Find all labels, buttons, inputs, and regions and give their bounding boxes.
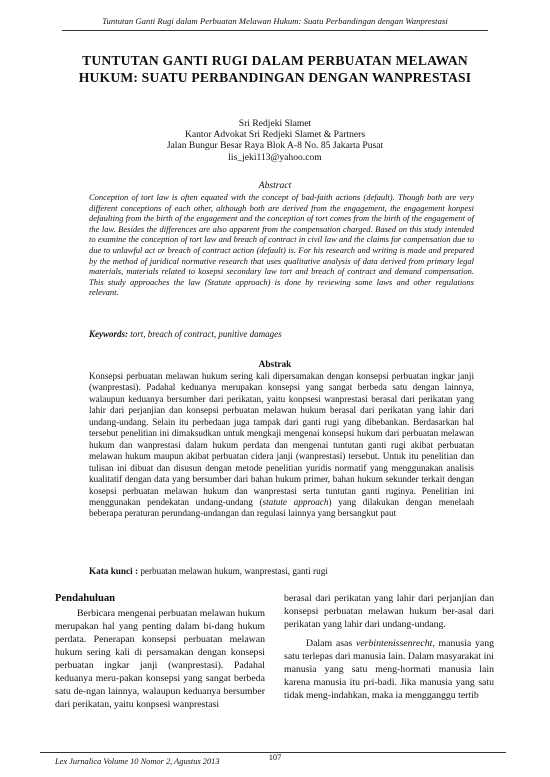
kata-kunci-label: Kata kunci : xyxy=(89,566,139,576)
abstrak-indonesian xyxy=(89,371,474,520)
title-line-1: TUNTUTAN GANTI RUGI DALAM PERBUATAN MELAWAN xyxy=(82,53,468,68)
author-block xyxy=(60,118,490,163)
header-rule xyxy=(62,30,488,31)
abstrak-text-italic: statute approach xyxy=(262,496,329,507)
body-paragraph: berasal dari perikatan yang lahir dari perjanjian dan konsepsi perbuatan melawan hukum ber-asal dari perikatan yang lahir dari undang-undang. xyxy=(284,593,494,630)
keywords-label: Keywords: xyxy=(89,329,128,339)
running-head: Tuntutan Ganti Rugi dalam Perbuatan Melawan Hukum: Suatu Perbandingan dengan Wanprestasi xyxy=(102,16,448,26)
para-text: , manusia yang satu terlepas dari manusia lain. Dalam masyarakat ini manusia yang satu meng-hormati manusia lain karena manusia itu pri-badi. Jika manusia yang satu tidak meng-indahkan, maka ia mengganggu tertib xyxy=(284,638,494,701)
author-email: lis_jeki113@yahoo.com xyxy=(228,151,322,163)
abstrak-text-1: Konsepsi perbuatan melawan hukum sering kali dipersamakan dengan konsepsi perbuatan ingkar janji (wanprestasi). Padahal keduanya merupakan konsepsi yang sangat berbeda satu dengan lainnya, walaupun keduanya bersumber dari perikatan, yaitu konpsesi wanprestasi berasal dari perikatan yang lahir dari perjanjian dan konsepsi perbuatan melawan hukum berasal dari perikatan yang lahir dari undang-undang. Selain itu perbedaan juga tampak dari ganti rugi yang dibebankan. Berdasarkan hal tersebut penelitian ini dimaksudkan untuk mengkaji mengenai konsepsi hukum dari perbuatan melawan hukum dan wanprestasi dalam hukum perdata dan mengenai tuntutan ganti rugi akibat perbuatan melawan hukum maupun akibat perbuatan cidera janji (wanprestasi) tersebut. Untuk itu penelitian dan tulisan ini dibuat dan disusun dengan metode penelitian yuridis normatif yang menggunakan analisis kualitatif dengan data yang bersumber dari bahan hukum primer, bahan hukum sekunder terkait dengan kosepsi perbuatan melawan hukum dan wanprestasi serta tuntutan ganti ruginya. Penelitian ini menggunakan pendekatan undang-undang ( xyxy=(89,371,474,507)
keywords-text: tort, breach of contract, punitive damages xyxy=(128,329,282,339)
page-number: 107 xyxy=(268,753,282,762)
section-heading: Pendahuluan xyxy=(55,593,116,604)
body-column-right xyxy=(284,592,494,702)
body-paragraph xyxy=(284,637,494,702)
abstract-heading: Abstract xyxy=(258,180,292,191)
para-text: Dalam asas xyxy=(306,638,356,649)
abstrak-heading: Abstrak xyxy=(258,360,292,370)
body-column-left xyxy=(55,592,265,711)
paper-title xyxy=(40,52,510,86)
author-name: Sri Redjeki Slamet xyxy=(238,118,312,129)
kata-kunci xyxy=(89,566,474,576)
abstract-english: Conception of tort law is often equated with the concept of bad-faith actions (default). Though both are very different conceptions of each other, although both are derived from the engagement, the engagement konpesi defaulting from the birth of the engagement and the conception of tort comes from the birth of the engagement of the law. Besides the differences are also apparent from the compensation charged. Based on this study intended to examine the conception of tort law and breach of contract in civil law and the claims for compensation due to due to unlawful act or breach of contract action (default) is. For his research and writing is made and prepared by the method of juridical normative research that uses qualitative analysis of data derived from primary legal materials, materials related to kosepsi secondary law tort and breach of contract and demand compensation. This study approaches the law (Statute approach) is done by reviewing some laws and other regulations relevant. xyxy=(89,192,474,298)
author-affiliation: Kantor Advokat Sri Redjeki Slamet & Partners xyxy=(184,129,366,141)
footer-journal: Lex Jurnalica Volume 10 Nomor 2, Agustus 2013 xyxy=(55,757,220,766)
abstrak-text-2: ) yang dilakukan dengan menelaah beberapa peraturan perundang-undangan dan regulasi lainnya yang bersangkut paut xyxy=(89,496,474,519)
author-address: Jalan Bungur Besar Raya Blok A-8 No. 85 Jakarta Pusat xyxy=(166,140,384,152)
body-paragraph: Berbicara mengenai perbuatan melawan hukum merupakan hal yang penting dalam bi-dang hukum perdata. Penerapan konsepsi perbuatan melawan hukum sering kali di persamakan dengan konsepsi perbuatan ingkar janji (wanprestasi). Padahal keduanya meru-pakan konsepsi yang sangat berbeda satu de-ngan lainnya, walaupun keduanya bersumber dari perikatan, yaitu konpsesi wanprestasi xyxy=(55,608,265,710)
para-italic-term: verbintenissenrecht xyxy=(355,638,433,649)
title-line-2: HUKUM: SUATU PERBANDINGAN DENGAN WANPRESTASI xyxy=(78,70,472,85)
kata-kunci-text: perbuatan melawan hukum, wanprestasi, ganti rugi xyxy=(138,566,328,576)
keywords xyxy=(89,329,474,339)
